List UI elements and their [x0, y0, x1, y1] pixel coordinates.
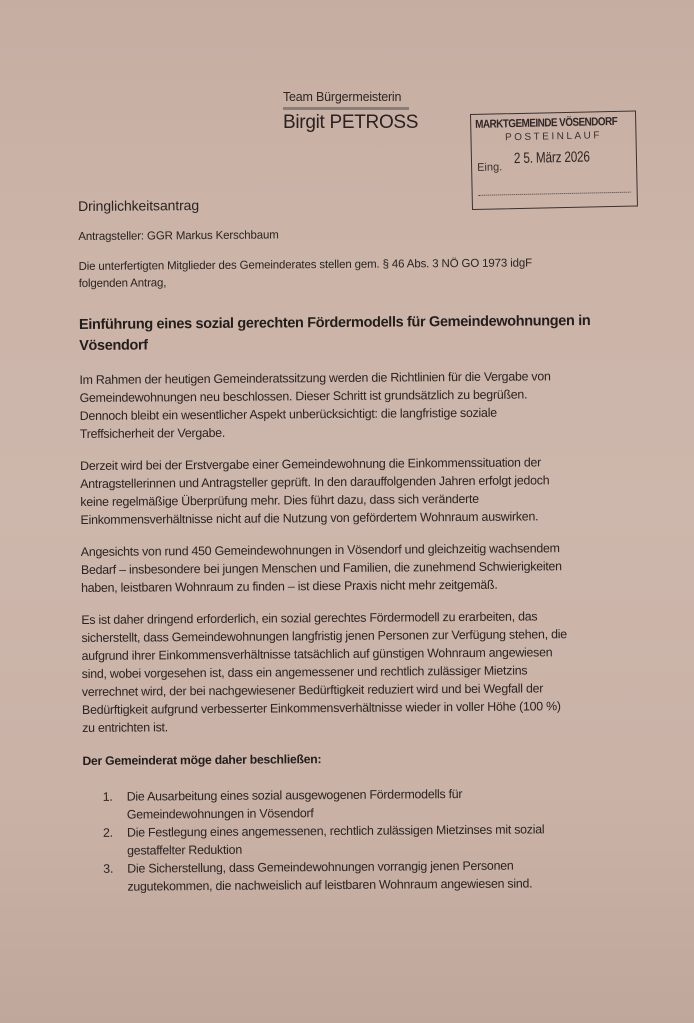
applicant-line: Antragsteller: GGR Markus Kerschbaum [78, 229, 279, 243]
resolution-heading: Der Gemeinderat möge daher beschließen: [82, 752, 322, 768]
paragraph-line: Gemeindewohnungen neu beschlossen. Dieser Schritt ist grundsätzlich zu begrüßen. [79, 387, 528, 405]
paragraph-line: sicherstellt, dass Gemeindewohnungen langfristig jenen Personen zur Verfügung stehen, die [81, 627, 567, 645]
subject-line: Einführung eines sozial gerechten Fördermodells für Gemeindewohnungen in [78, 312, 591, 333]
paragraph-line: haben, leistbaren Wohnraum zu finden – ist diese Praxis nicht mehr zeitgemäß. [81, 577, 498, 595]
paragraph-line: Treffsicherheit der Vergabe. [79, 425, 226, 441]
item-line: Die Festlegung eines angemessenen, rechtlich zulässigen Mietzinses mit sozial [126, 822, 545, 840]
stamp-date: 2 5. März 2026 [513, 148, 590, 168]
resolution-item [83, 819, 663, 860]
paragraph-line: verrechnet wird, der bei nachgewiesener Bedürftigkeit reduziert wird und bei Wegfall der [81, 681, 544, 699]
stamp-received-label: Eing. [477, 161, 503, 174]
stamp-subtitle: POSTEINLAUF [504, 130, 603, 144]
paragraph-line: Dennoch bleibt ein wesentlicher Aspekt unberücksichtigt: die langfristige soziale [79, 405, 497, 423]
item-line: Gemeindewohnungen in Vösendorf [126, 806, 314, 822]
paragraph-line: Einkommensverhältnisse nicht auf die Nutzung von gefördertem Wohnraum auswirken. [80, 509, 539, 527]
paragraph-4 [81, 606, 662, 737]
letterhead-team: Team Bürgermeisterin [283, 90, 402, 104]
intro-line: Die unterfertigten Mitglieder des Gemeinderates stellen gem. § 46 Abs. 3 NÖ GO 1973 idgF [78, 257, 533, 273]
paragraph-3 [81, 538, 661, 597]
paragraph-line: Antragstellerinnen und Antragsteller geprüft. In den darauffolgenden Jahren erfolgt jedoch [80, 473, 550, 491]
resolution-list [83, 783, 664, 896]
paragraph-line: Es ist daher dringend erforderlich, ein sozial gerechtes Fördermodell zu erarbeiten, das [81, 609, 538, 627]
paragraph-1 [79, 366, 660, 443]
resolution-item [83, 855, 663, 896]
subject-heading [79, 310, 659, 357]
resolution-item [83, 783, 663, 824]
paragraph-2 [80, 452, 661, 529]
paragraph-line: zu entrichten ist. [82, 720, 168, 735]
item-line: Die Sicherstellung, dass Gemeindewohnungen vorrangig jenen Personen [127, 858, 514, 876]
paragraph-line: Angesichts von rund 450 Gemeindewohnungen in Vösendorf und gleichzeitig wachsendem [80, 541, 560, 559]
item-number: 2. [102, 825, 113, 840]
intro-text [78, 254, 658, 293]
paragraph-line: aufgrund ihrer Einkommensverhältnisse tatsächlich auf günstigen Wohnraum angewiesen [81, 645, 553, 663]
paragraph-line: keine regelmäßige Überprüfung mehr. Dies führt dazu, dass sich veränderte [80, 491, 479, 509]
document-type: Dringlichkeitsantrag [78, 197, 200, 214]
paragraph-line: Derzeit wird bei der Erstvergabe einer Gemeindewohnung die Einkommenssituation der [80, 455, 542, 473]
letterhead-rule [283, 107, 409, 110]
document-body [78, 193, 663, 896]
item-line: gestaffelter Reduktion [127, 842, 242, 858]
item-line: zugutekommen, die nachweislich auf leistbaren Wohnraum angewiesen sind. [127, 876, 533, 894]
subject-line: Vösendorf [79, 337, 148, 354]
item-line: Die Ausarbeitung eines sozial ausgewogenen Fördermodells für [126, 787, 463, 804]
paragraph-line: sind, wobei vorgesehen ist, dass ein angemessener und rechtlich zulässiger Mietzins [81, 663, 528, 681]
letterhead [283, 90, 419, 134]
paragraph-line: Bedarf – insbesondere bei jungen Menschen und Familien, die zunehmend Schwierigkeiten [80, 559, 562, 577]
letterhead-name: Birgit PETROSS [283, 112, 419, 133]
intro-line: folgenden Antrag, [78, 277, 167, 290]
paragraph-line: Im Rahmen der heutigen Gemeinderatssitzung werden die Richtlinien für die Vergabe von [79, 369, 551, 387]
paragraph-line: Bedürftigkeit aufgrund verbesserter Einkommensverhältnisse wieder in voller Höhe (100 %) [81, 699, 561, 717]
item-number: 3. [103, 861, 114, 876]
item-number: 1. [102, 789, 113, 804]
stamp-title: MARKTGEMEINDE VÖSENDORF [475, 115, 618, 131]
